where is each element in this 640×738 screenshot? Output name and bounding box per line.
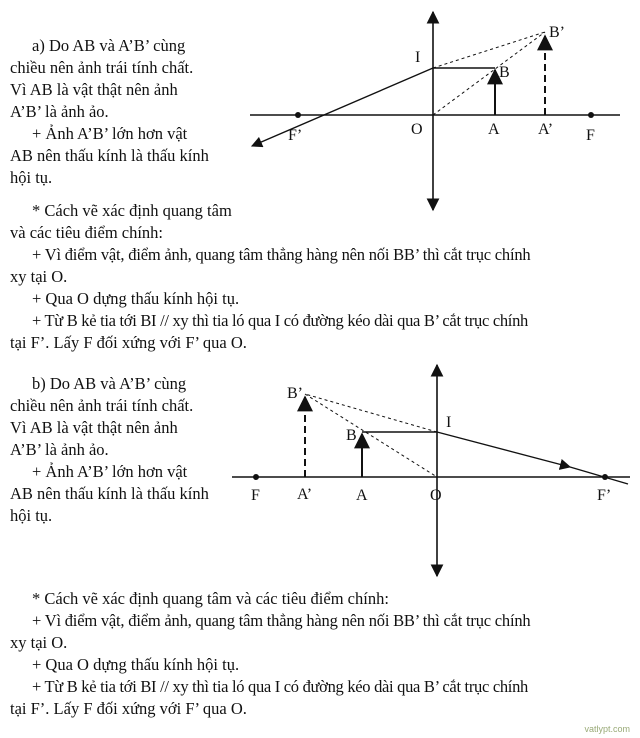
part-b-method-line-5: + Từ B kẻ tia tới BI // xy thì tia ló qua I có đường kéo dài qua B’ cắt trục chính bbox=[32, 677, 528, 696]
part-a-line-5: + Ảnh A’B’ lớn hơn vật bbox=[32, 124, 188, 143]
diagram-a-label-A: A bbox=[488, 121, 500, 138]
diagram-b-label-F: F bbox=[251, 487, 260, 504]
part-b-line-3: Vì AB là vật thật nên ảnh bbox=[10, 418, 178, 437]
part-a-line-3: Vì AB là vật thật nên ảnh bbox=[10, 80, 178, 99]
diagram-b-ray-extension bbox=[305, 394, 437, 432]
diagram-a-label-Bp: B’ bbox=[549, 24, 565, 41]
diagram-a-label-F: F bbox=[586, 127, 595, 144]
diagram-b-point-Fp bbox=[602, 474, 608, 480]
part-b-method-line-6: tại F’. Lấy F đối xứng với F’ qua O. bbox=[10, 699, 247, 718]
part-a-line-6: AB nên thấu kính là thấu kính bbox=[10, 146, 209, 165]
part-b-line-7: hội tụ. bbox=[10, 506, 53, 525]
diagram-a-point-Fp bbox=[295, 112, 301, 118]
diagram-b-label-O: O bbox=[430, 487, 442, 504]
part-b-line-4: A’B’ là ảnh ảo. bbox=[10, 440, 109, 459]
part-a-method-line-3: + Vì điểm vật, điểm ảnh, quang tâm thẳng hàng nên nối BB’ thì cắt trục chính bbox=[32, 245, 531, 264]
part-a-line-7: hội tụ. bbox=[10, 168, 53, 187]
diagram-b-line-BpO bbox=[305, 394, 437, 477]
diagram-b-point-F bbox=[253, 474, 259, 480]
diagram-a-label-Fp: F’ bbox=[288, 127, 303, 144]
part-a-method-line-4: xy tại O. bbox=[10, 267, 68, 286]
diagram-b-label-Ap: A’ bbox=[297, 486, 313, 503]
part-b-method-line-4: + Qua O dựng thấu kính hội tụ. bbox=[32, 655, 240, 674]
diagram-a-label-I: I bbox=[415, 49, 421, 66]
part-a-line-2: chiều nên ảnh trái tính chất. bbox=[10, 58, 194, 77]
diagram-a-label-O: O bbox=[411, 121, 423, 138]
diagram-a-ray-extension bbox=[433, 32, 545, 68]
diagram-a-refracted-ray bbox=[252, 68, 433, 146]
diagram-b-refracted-ray bbox=[437, 432, 570, 467]
diagram-b-label-B: B bbox=[346, 427, 357, 444]
diagram-b-refracted-ray-cont bbox=[570, 467, 628, 484]
diagram-b-label-Fp: F’ bbox=[597, 487, 612, 504]
diagram-b-label-A: A bbox=[356, 487, 368, 504]
part-a-method-line-6: + Từ B kẻ tia tới BI // xy thì tia ló qua I có đường kéo dài qua B’ cắt trục chính bbox=[32, 311, 528, 330]
diagram-a-label-Ap: A’ bbox=[538, 121, 554, 138]
part-a-method-line-2: và các tiêu điểm chính: bbox=[10, 223, 164, 242]
part-a-line-4: A’B’ là ảnh ảo. bbox=[10, 102, 109, 121]
part-b-method-line-2: + Vì điểm vật, điểm ảnh, quang tâm thẳng hàng nên nối BB’ thì cắt trục chính bbox=[32, 611, 531, 630]
part-b-line-2: chiều nên ảnh trái tính chất. bbox=[10, 396, 194, 415]
part-b-method-heading: * Cách vẽ xác định quang tâm và các tiêu điểm chính: bbox=[32, 589, 389, 608]
diagram-b-label-Bp: B’ bbox=[287, 385, 303, 402]
part-a-method-line-5: + Qua O dựng thấu kính hội tụ. bbox=[32, 289, 240, 308]
part-a-line-1: a) Do AB và A’B’ cùng bbox=[32, 36, 186, 55]
part-a-method-line-7: tại F’. Lấy F đối xứng với F’ qua O. bbox=[10, 333, 247, 352]
diagram-a-line-OB bbox=[433, 32, 545, 115]
part-b-method-line-3: xy tại O. bbox=[10, 633, 68, 652]
diagram-a-point-F bbox=[588, 112, 594, 118]
part-b-line-6: AB nên thấu kính là thấu kính bbox=[10, 484, 209, 503]
part-b-line-5: + Ảnh A’B’ lớn hơn vật bbox=[32, 462, 188, 481]
watermark: vatlypt.com bbox=[584, 724, 630, 734]
diagram-b bbox=[232, 365, 630, 576]
diagram-a-label-B: B bbox=[499, 64, 510, 81]
part-b-line-1: b) Do AB và A’B’ cùng bbox=[32, 374, 187, 393]
part-a-method-heading: * Cách vẽ xác định quang tâm bbox=[32, 201, 232, 220]
diagram-b-label-I: I bbox=[446, 414, 452, 431]
